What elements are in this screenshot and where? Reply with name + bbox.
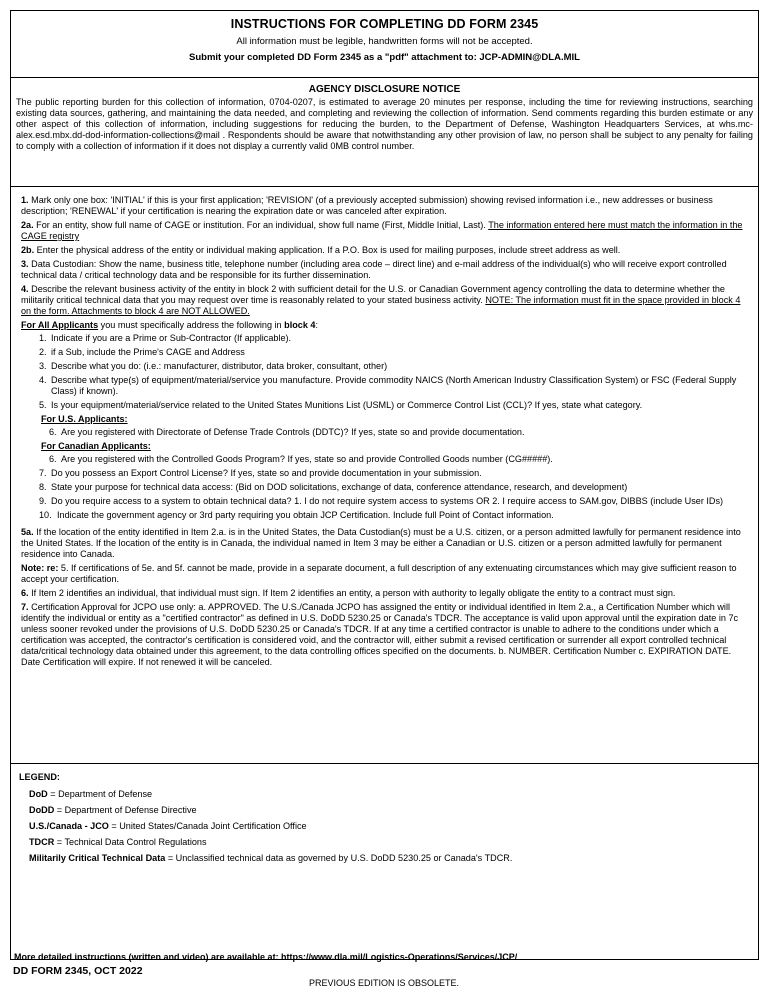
list-item: 3. Describe what you do: (i.e.: manufacturer, distributor, data broker, consultant, other) bbox=[39, 361, 388, 371]
us-applicants-heading: For U.S. Applicants: bbox=[41, 414, 128, 424]
more-instructions-link-text[interactable]: More detailed instructions (written and video) are available at: https://www.dla.mil/Logistics-Operations/Services/JCP/ bbox=[14, 952, 518, 962]
instructions-section bbox=[11, 187, 758, 764]
legend-title: LEGEND: bbox=[19, 772, 60, 782]
submission-notice: Submit your completed DD Form 2345 as a "pdf" attachment to: JCP-ADMIN@DLA.MIL bbox=[189, 52, 580, 63]
legend-section bbox=[11, 764, 758, 964]
list-item: 8. State your purpose for technical data access: (Bid on DOD solicitations, exchange of data, conference attendance, research, and development) bbox=[39, 482, 628, 492]
canadian-applicants-list bbox=[21, 454, 748, 465]
agency-disclosure-notice bbox=[11, 78, 758, 187]
legend-row-tdcr: TDCR = Technical Data Control Regulations bbox=[29, 837, 207, 847]
instruction-1: 1. Mark only one box: 'INITIAL' if this is your first application; 'REVISION' (of a previously accepted submission) showing revised information i.e., new addresses or business description; 'RENEWAL' if your certification is nearing the expiration date or was canceled after expiration. bbox=[21, 195, 713, 216]
form-identifier: DD FORM 2345, OCT 2022 bbox=[13, 965, 143, 977]
list-item: 7. Do you possess an Export Control License? If yes, state so and provide documentation in your submission. bbox=[39, 468, 482, 478]
legend-row-dodd: DoDD = Department of Defense Directive bbox=[29, 805, 197, 815]
disclosure-body: The public reporting burden for this collection of information, 0704-0207, is estimated to average 20 minutes per response, including the time for reviewing instructions, searching existing data sources, gathering, and maintaining the data needed, and completing and reviewing the collection of information. Send comments regarding this burden estimate or any other aspect of this collection of information, including suggestions for reducing the burden, to the Department of Defense, Washington Headquarters Services, at whs.mc-alex.esd.mbx.dd-dod-information-collections@mail . Respondents should be aware that notwithstanding any other provision of law, no person shall be subject to any penalty for failing to comply with a collection of information if it does not display a currently valid 0MB control number. bbox=[16, 97, 753, 151]
instruction-6: 6. If Item 2 identifies an individual, that individual must sign. If Item 2 identifies an entity, a person with authority to legally obligate the entity to a contract must sign. bbox=[21, 588, 676, 598]
list-item: 5. Is your equipment/material/service related to the United States Munitions List (USML) or Commerce Control List (CCL)? If yes, state what category. bbox=[39, 400, 643, 410]
list-item: 9. Do you require access to a system to obtain technical data? 1. I do not require system access to systems OR 2. I require access to SAM.gov, DIBBS (include User IDs) bbox=[39, 496, 724, 506]
us-applicants-list bbox=[21, 427, 748, 438]
list-item: 4. Describe what type(s) of equipment/material/service you manufacture. Provide commodity NAICS (North American Industry Classification System) or FSC (Federal Supply Class) if known). bbox=[39, 375, 737, 396]
instruction-7: 7. Certification Approval for JCPO use only: a. APPROVED. The U.S./Canada JCPO has assigned the entity or individual identified in Item 2.a., a Certification Number which will identify the individual or entity as a "certified contractor" as defined in U.S. DoDD 5230.25 or Canada's TDCR. The acceptance is valid upon approval until the expiration date in 7c unless sooner revoked under the provisions of U.S. DoDD 5230.25 or Canada's TDCR. If at any time a certified contractor is unable to adhere to the conditions under which a certification was accepted, the contractor's certification is considered void, and the contractor will, either submit a revised certification or surrender all export controlled technical data/critical technology data obtained under this agreement, to the data controlling offices specified on the documents. b. NUMBER. Certification Number c. EXPIRATION DATE. Date Certification will expire. If not renewed it will be canceled. bbox=[21, 602, 739, 667]
legend-row-dod: DoD = Department of Defense bbox=[29, 789, 153, 799]
list-item: 10. Indicate the government agency or 3rd party requiring you obtain JCP Certification. Include full Point of Contact information. bbox=[39, 510, 554, 520]
form-page bbox=[10, 10, 759, 960]
additional-items-list bbox=[21, 468, 748, 521]
form-title: INSTRUCTIONS FOR COMPLETING DD FORM 2345 bbox=[230, 17, 539, 31]
instruction-2a: 2a. For an entity, show full name of CAGE or institution. For an individual, show full name (First, Middle Initial, Last). The information entered here must match the information in the CAGE registry bbox=[21, 220, 743, 241]
legend-row-mctd: Militarily Critical Technical Data = Unclassified technical data as governed by U.S. DoDD 5230.25 or Canada's TDCR. bbox=[29, 853, 513, 863]
disclosure-title: AGENCY DISCLOSURE NOTICE bbox=[308, 84, 461, 95]
list-item: 2. if a Sub, include the Prime's CAGE and Address bbox=[39, 347, 245, 357]
all-applicants-list bbox=[21, 333, 748, 411]
legibility-notice: All information must be legible, handwritten forms will not be accepted. bbox=[236, 36, 533, 47]
instruction-3: 3. Data Custodian: Show the name, business title, telephone number (including area code – direct line) and e-mail address of the individual(s) who will receive export controlled technical data / critical technology data and be responsible for its further dissemination. bbox=[21, 259, 727, 280]
instruction-note: Note: re: 5. If certifications of 5e. and 5f. cannot be made, provide in a separate document, a full description of any extenuating circumstances which may give sufficient reason to accept your certification. bbox=[21, 563, 737, 584]
list-item: 6. Are you registered with the Controlled Goods Program? If yes, state so and provide Controlled Goods number (CG#####). bbox=[49, 454, 553, 464]
instruction-5a: 5a. If the location of the entity identified in Item 2.a. is in the United States, the Data Custodian(s) must be a U.S. citizen, or a person admitted lawfully for permanent residence into the United States. If the location of the entity is in Canada, the individual named in Item 3 may be either a Canadian or U.S. citizen or a person admitted lawfully for permanent residence into Canada. bbox=[21, 527, 741, 559]
canadian-applicants-heading: For Canadian Applicants: bbox=[41, 441, 151, 451]
list-item: 1. Indicate if you are a Prime or Sub-Contractor (If applicable). bbox=[39, 333, 292, 343]
form-header bbox=[11, 17, 758, 78]
all-applicants-heading: For All Applicants you must specifically address the following in block 4: bbox=[21, 320, 319, 330]
instruction-2b: 2b. Enter the physical address of the entity or individual making application. If a P.O. Box is used for mailing purposes, include street address as well. bbox=[21, 245, 621, 255]
legend-row-jco: U.S./Canada - JCO = United States/Canada Joint Certification Office bbox=[29, 821, 307, 831]
obsolete-notice: PREVIOUS EDITION IS OBSOLETE. bbox=[308, 978, 460, 988]
instruction-4: 4. Describe the relevant business activity of the entity in block 2 with sufficient detail for the U.S. or Canadian Government agency controlling the data to determine whether the militarily critical technical data that you may request over time is reasonably related to your stated business activity. NOTE: The information must fit in the space provided in block 4 on the form. Attachments to block 4 are NOT ALLOWED. bbox=[21, 284, 741, 316]
list-item: 6. Are you registered with Directorate of Defense Trade Controls (DDTC)? If yes, state so and provide documentation. bbox=[49, 427, 525, 437]
